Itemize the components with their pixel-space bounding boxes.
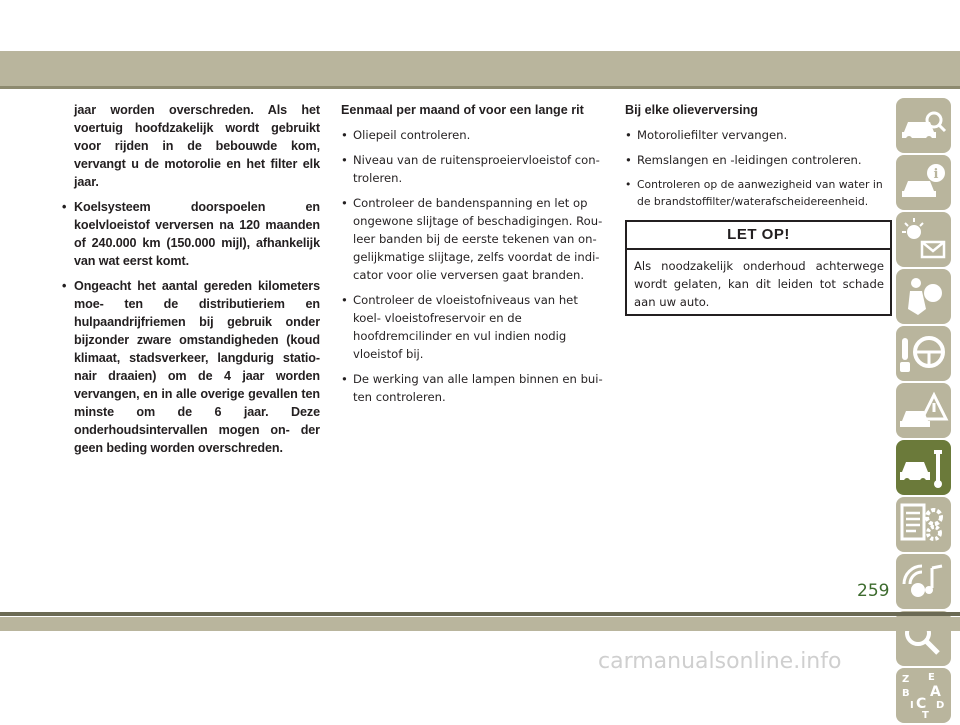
- column-1: [62, 101, 320, 464]
- tab-airbag-safety[interactable]: [896, 269, 951, 326]
- watermark: carmanualsonline.info: [598, 649, 842, 674]
- warning-body: Als noodzakelijk onderhoud achterwege wordt gelaten, kan dit leiden tot schade aan uw auto.: [634, 259, 884, 309]
- hazard-car-icon: [896, 383, 951, 438]
- airbag-safety-icon: [896, 269, 951, 324]
- page-number: 259: [857, 581, 890, 601]
- list-item: • Motoroliefilter vervangen.: [625, 126, 891, 144]
- footer-band: [0, 617, 960, 631]
- svg-text:Z: Z: [902, 674, 910, 685]
- column-2: [341, 101, 605, 413]
- car-wrench-icon: [896, 440, 951, 495]
- list-item: • Controleer de vloeistofniveaus van het koel- vloeistofreservoir en de hoofdremcilinder en vul indien nodig vloeistof bij.: [341, 291, 605, 363]
- tab-hazard[interactable]: [896, 383, 951, 440]
- tab-lights-message[interactable]: [896, 212, 951, 269]
- header-band: [0, 51, 960, 86]
- lights-message-icon: [896, 212, 951, 267]
- tab-multimedia[interactable]: [896, 554, 951, 611]
- warning-title: LET OP!: [627, 222, 890, 250]
- heading-oil-change: Bij elke olieverversing: [625, 103, 759, 117]
- svg-text:E: E: [928, 672, 935, 683]
- svg-text:i: i: [933, 167, 939, 182]
- car-info-icon: [896, 98, 951, 153]
- list-item: • Remslangen en -leidingen controleren.: [625, 151, 891, 169]
- list-item: • Oliepeil controleren.: [341, 126, 605, 144]
- tab-car-warning[interactable]: [896, 155, 951, 212]
- heading-monthly: Eenmaal per maand of voor een lange rit: [341, 103, 584, 117]
- list-item: • De werking van alle lampen binnen en bui- ten controleren.: [341, 370, 605, 406]
- footer-rule: [0, 612, 960, 616]
- tab-maintenance[interactable]: [896, 440, 951, 497]
- svg-text:I: I: [910, 700, 914, 711]
- svg-text:C: C: [916, 696, 927, 712]
- list-item: • Controleren op de aanwezigheid van water in de brandstoffilter/waterafscheidereenheid.: [625, 176, 891, 210]
- specifications-gear-icon: [896, 497, 951, 552]
- tab-specifications[interactable]: [896, 497, 951, 554]
- multimedia-icon: [896, 554, 951, 609]
- tab-car-info[interactable]: [896, 98, 951, 155]
- steering-wheel-start-icon: [896, 326, 951, 381]
- tab-index[interactable]: [896, 668, 951, 725]
- warning-box: [625, 220, 892, 316]
- bullet-belts: • Ongeacht het aantal gereden kilometers moe- ten de distributieriem en hulpaandrijfriemen bij gebruik onder bijzonder zware omstandigheden (koud klimaat, stadsverkeer, langdurig statio- nair draaien) om de 4 jaar worden vervangen, en in alle overige gevallen ten minste om de 6 jaar. Deze onderhoudsintervallen mogen on- der geen beding worden overschreden.: [62, 277, 320, 457]
- index-letters-icon: [896, 668, 951, 723]
- list-item: • Niveau van de ruitensproeiervloeistof con- troleren.: [341, 151, 605, 187]
- svg-text:B: B: [902, 688, 910, 699]
- svg-text:D: D: [936, 700, 945, 711]
- list-item: • Controleer de bandenspanning en let op ongewone slijtage of beschadigingen. Rou- leer banden bij de eerste tekenen van on- gelijkmatige slijtage, zelfs voordat de indi- cator voor olie verversen gaat branden.: [341, 194, 605, 284]
- paragraph-continuation: jaar worden overschreden. Als het voertuig hoofdzakelijk wordt gebruikt voor rijden in de bebouwde kom, vervangt u de motorolie en het filter elk jaar.: [74, 103, 320, 189]
- column-3: [625, 101, 891, 217]
- car-warning-icon: [896, 155, 951, 210]
- tab-steering-start[interactable]: [896, 326, 951, 383]
- svg-text:A: A: [930, 684, 941, 700]
- bullet-coolant: • Koelsysteem doorspoelen en koelvloeistof verversen na 120 maanden of 240.000 km (150.000 mijl), afhankelijk van wat eerst komt.: [62, 198, 320, 270]
- svg-text:T: T: [922, 710, 929, 721]
- header-rule: [0, 86, 960, 89]
